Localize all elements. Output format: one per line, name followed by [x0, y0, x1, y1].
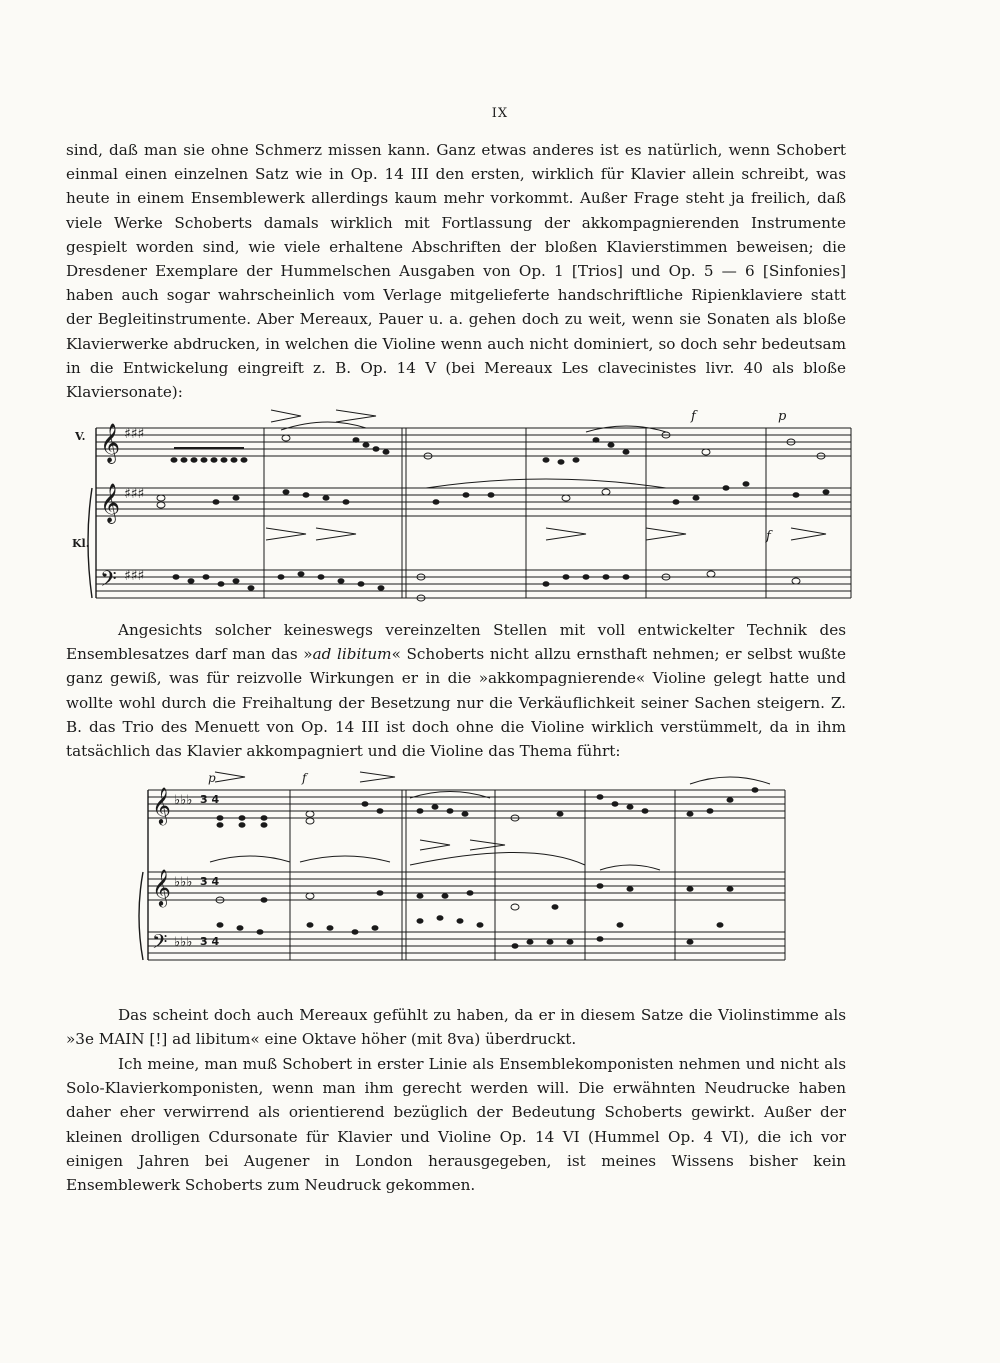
- treble-clef-icon: 𝄞: [100, 423, 121, 463]
- slurs-and-hairpins: [266, 410, 826, 540]
- violin-notes: [171, 432, 825, 464]
- barlines: [264, 428, 851, 598]
- key-signature-icon: ♯♯♯: [124, 568, 145, 584]
- dynamic-forte: f: [691, 409, 696, 424]
- paragraph-4: Ich meine, man muß Schobert in erster Linie als Ensemblekomponisten nehmen und nicht als Solo-Klavierkomponisten, wenn man ihm gerecht werden will. Die erwähnten Neudrucke haben daher eher verwirrend als orientierend bezüglich der Bedeutung Schoberts gewirkt. Außer der kleinen drolligen Cdursonate für Klavier und Violine Op. 14 VI (Hummel Op. 4 VI), die ich vor einigen Jahren bei Augener in London herausgegeben, ist meines Wissens bisher kein Ensemblewerk Schoberts zum Neudruck gekommen.: [66, 1055, 846, 1195]
- bass-clef-icon: 𝄢: [100, 567, 117, 597]
- ad-libitum-phrase: ad libitum: [312, 645, 392, 664]
- klavier-staff-label: Kl.: [72, 537, 90, 550]
- dynamic-forte: f: [766, 529, 771, 544]
- notes: [216, 788, 758, 948]
- page-number: IX: [491, 106, 509, 121]
- violin-staff: [96, 428, 851, 456]
- key-signature-icon: ♯♯♯: [124, 486, 145, 502]
- treble-clef-icon: 𝄞: [152, 868, 171, 906]
- violin-staff-label: V.: [75, 430, 86, 443]
- time-signature: 3 4: [200, 935, 220, 948]
- piano-bass-staff: [148, 932, 785, 960]
- treble-clef-icon: 𝄞: [100, 483, 121, 523]
- slurs-and-hairpins: [210, 772, 770, 870]
- treble-clef-icon: 𝄞: [152, 786, 171, 824]
- system-brace-lines: [88, 428, 96, 598]
- key-signature-icon: ♭♭♭: [174, 793, 193, 808]
- dynamic-piano: p: [778, 409, 787, 424]
- time-signature: 3 4: [200, 793, 220, 806]
- piano-treble-staff: [96, 488, 851, 516]
- piano-bass-staff: [96, 570, 851, 598]
- bass-clef-icon: 𝄢: [152, 930, 168, 958]
- score-1-dynamics: [690, 409, 787, 544]
- key-signature-icon: ♭♭♭: [174, 935, 193, 950]
- time-signature: 3 4: [200, 875, 220, 888]
- paragraph-2: Angesichts solcher keineswegs vereinzelten Stellen mit voll entwickelter Technik des Ensemblesatzes darf man das »ad libitum« Schoberts nicht allzu ernsthaft nehmen; er selbst wußte ganz gewiß, was für reizvolle Wirkungen er in die »akkompagnierende« Violine gelegt hatte und wollte wohl durch die Freihaltung der Besetzung nur die Verkäuflichkeit seiner Sachen steigern. Z. B. das Trio des Menuett von Op. 14 III ist doch ohne die Violine wirklich verstümmelt, da in ihm tatsächlich das Klavier akkompagniert und die Violine das Thema führt:: [66, 621, 846, 761]
- paragraph-3: Das scheint doch auch Mereaux gefühlt zu haben, da er in diesem Satze die Violinstimme als »3e MAIN [!] ad libitum« eine Oktave höher (mit 8va) überdruckt.: [66, 1006, 846, 1049]
- system-brace-lines: [139, 790, 148, 960]
- dynamic-piano: p: [208, 771, 216, 785]
- dynamic-forte: f: [302, 771, 307, 785]
- barlines: [290, 790, 785, 960]
- piano-notes: [157, 482, 829, 601]
- music-example-op14-iii-trio: [130, 770, 790, 990]
- paragraph-1: sind, daß man sie ohne Schmerz missen kann. Ganz etwas anderes ist es natürlich, wenn Schobert einmal einen einzelnen Satz wie in Op. 14 III den ersten, wirklich für Klavier allein schreibt, was heute in einem Ensemblewerk allerdings kaum mehr vorkommt. Außer Frage steht ja freilich, daß viele Werke Schoberts damals wirklich mit Fortlassung der akkompagnierenden Instrumente gespielt worden sind, wie viele erhaltene Abschriften der bloßen Klavierstimmen beweisen; die Dresdener Exemplare der Hummelschen Ausgaben von Op. 1 [Trios] und Op. 5 — 6 [Sinfonies] haben auch sogar wahrscheinlich vom Verlage mitgelieferte handschriftliche Ripienklaviere statt der Begleitinstrumente. Aber Mereaux, Pauer u. a. gehen doch zu weit, wenn sie Sonaten als bloße Klavierwerke abdrucken, in welchen die Violine wenn auch nicht dominiert, so doch sehr bedeutsam in die Entwickelung eingreift z. B. Op. 14 V (bei Mereaux Les clavecinistes livr. 40 als bloße Klaviersonate):: [66, 141, 846, 402]
- music-example-op14-v: [66, 400, 856, 620]
- piano-treble-staff: [148, 872, 785, 900]
- key-signature-icon: ♭♭♭: [174, 875, 193, 890]
- key-signature-icon: ♯♯♯: [124, 426, 145, 442]
